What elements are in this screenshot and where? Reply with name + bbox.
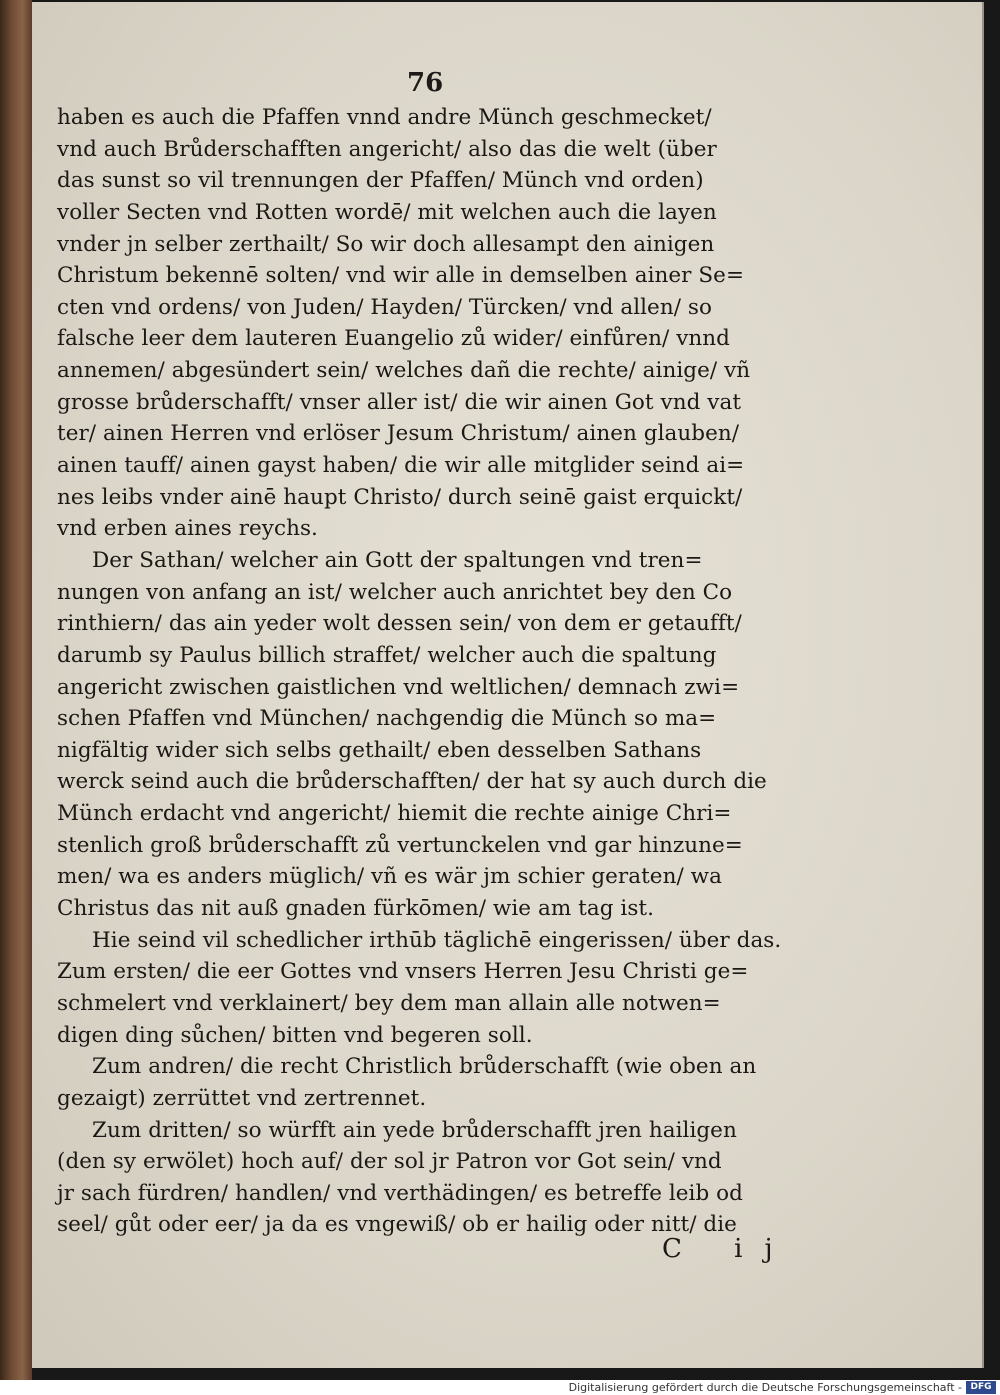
funding-note: Digitalisierung gefördert durch die Deutsche Forschungsgemeinschaft - xyxy=(568,1381,962,1394)
dfg-logo: DFG xyxy=(966,1381,996,1394)
text-line: Hie seind vil schedlicher irthūb täglichē eingerissen/ über das. xyxy=(92,927,782,953)
text-line: stenlich groß brůderschafft zů vertunckelen vnd gar hinzune= xyxy=(57,832,743,858)
text-block xyxy=(57,102,847,1241)
text-line: werck seind auch die brůderschafften/ der hat sy auch durch die xyxy=(57,769,767,795)
text-line: grosse brůderschafft/ vnser aller ist/ die wir ainen Got vnd vat xyxy=(57,389,742,415)
text-line: jr sach fürdren/ handlen/ vnd verthädingen/ es betreffe leib od xyxy=(57,1180,743,1206)
book-binding-edge xyxy=(0,0,32,1380)
signature-mark: C ij xyxy=(662,1234,795,1264)
text-line: Zum andren/ die recht Christlich brůderschafft (wie oben an xyxy=(92,1054,757,1080)
text-line: gezaigt) zerrüttet vnd zertrennet. xyxy=(57,1085,427,1111)
footer-bar xyxy=(0,1380,1000,1395)
text-line: ainen tauff/ ainen gayst haben/ die wir alle mitglider seind ai= xyxy=(57,453,745,479)
text-line: seel/ gůt oder eer/ ja da es vngewiß/ ob er hailig oder nitt/ die xyxy=(57,1212,737,1238)
text-line: Zum dritten/ so würfft ain yede brůderschafft jren hailigen xyxy=(92,1117,737,1143)
text-line: haben es auch die Pfaffen vnnd andre Münch geschmecket/ xyxy=(57,105,712,130)
text-line: nungen von anfang an ist/ welcher auch anrichtet bey den Co xyxy=(57,579,733,605)
text-line: Der Sathan/ welcher ain Gott der spaltungen vnd tren= xyxy=(92,547,703,573)
text-line: vnder jn selber zerthailt/ So wir doch allesampt den ainigen xyxy=(57,231,715,257)
text-line: vnd erben aines reychs. xyxy=(57,516,318,542)
text-line: Christus das nit auß gnaden fürkōmen/ wie am tag ist. xyxy=(57,896,654,922)
text-line: (den sy erwölet) hoch auf/ der sol jr Patron vor Got sein/ vnd xyxy=(57,1149,722,1175)
text-line: men/ wa es anders müglich/ vñ es wär jm schier geraten/ wa xyxy=(57,864,722,890)
text-line: nigfältig wider sich selbs gethailt/ eben desselben Sathans xyxy=(57,737,702,763)
text-line: angericht zwischen gaistlichen vnd weltlichen/ demnach zwi= xyxy=(57,674,740,700)
text-line: darumb sy Paulus billich straffet/ welcher auch die spaltung xyxy=(57,642,717,668)
text-line: vnd auch Brůderschafften angericht/ also das die welt (über xyxy=(57,136,717,162)
text-line: schmelert vnd verklainert/ bey dem man allain alle notwen= xyxy=(57,990,721,1016)
text-line: nes leibs vnder ainē haupt Christo/ durch seinē gaist erquickt/ xyxy=(57,484,743,510)
text-line: cten vnd ordens/ von Juden/ Hayden/ Türcken/ vnd allen/ so xyxy=(57,294,712,320)
text-line: Münch erdacht vnd angericht/ hiemit die rechte ainige Chri= xyxy=(57,801,732,827)
folio-number: 76 xyxy=(407,68,444,98)
text-line: Zum ersten/ die eer Gottes vnd vnsers Herren Jesu Christi ge= xyxy=(57,959,749,985)
text-line: rinthiern/ das ain yeder wolt dessen sein/ von dem er getaufft/ xyxy=(57,611,742,637)
text-line: Christum bekennē solten/ vnd wir alle in demselben ainer Se= xyxy=(57,263,745,289)
text-line: voller Secten vnd Rotten wordē/ mit welchen auch die layen xyxy=(57,199,717,225)
text-line: schen Pfaffen vnd München/ nachgendig die Münch so ma= xyxy=(57,706,717,732)
text-line: das sunst so vil trennungen der Pfaffen/ Münch vnd orden) xyxy=(57,168,704,194)
text-line: annemen/ abgesündert sein/ welches dañ die rechte/ ainige/ vñ xyxy=(57,358,751,384)
text-line: ter/ ainen Herren vnd erlöser Jesum Christum/ ainen glauben/ xyxy=(57,421,740,447)
text-line: falsche leer dem lauteren Euangelio zů wider/ einfůren/ vnnd xyxy=(57,326,730,352)
text-line: digen ding sůchen/ bitten vnd begeren soll. xyxy=(57,1022,533,1048)
book-page xyxy=(32,2,984,1368)
